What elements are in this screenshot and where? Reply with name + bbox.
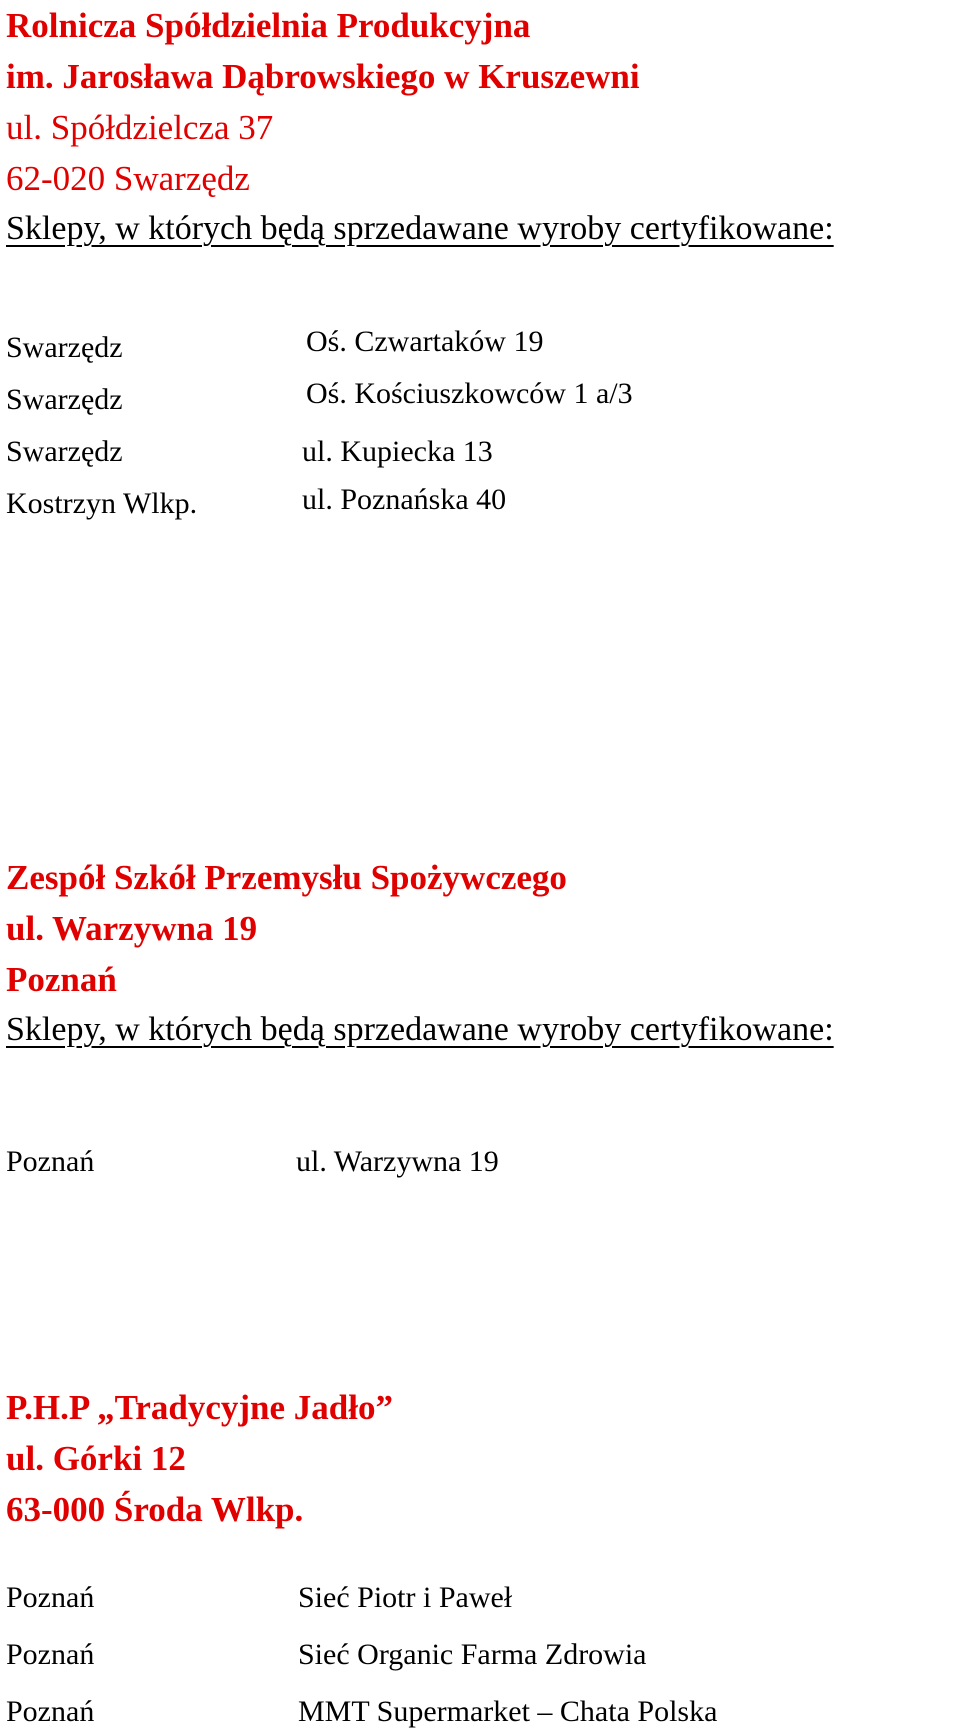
shop-address: ul. Poznańska 40 <box>302 483 507 516</box>
org-name: Zespół Szkół Przemysłu Spożywczego <box>6 858 567 897</box>
shops-caption: Sklepy, w których będą sprzedawane wyroby certyfikowane: <box>6 210 834 247</box>
shop-address: ul. Warzywna 19 <box>296 1145 499 1178</box>
section-php-tradycyjne-jadlo <box>6 1382 956 1535</box>
org-name: Rolnicza Spółdzielnia Produkcyjna <box>6 6 531 45</box>
org-street: ul. Górki 12 <box>6 1439 186 1478</box>
org-name: P.H.P „Tradycyjne Jadło” <box>6 1388 393 1427</box>
shops-caption: Sklepy, w których będą sprzedawane wyroby certyfikowane: <box>6 1011 834 1048</box>
shop-address: MMT Supermarket – Chata Polska <box>298 1695 718 1728</box>
org-postal-city: 63-000 Środa Wlkp. <box>6 1490 304 1529</box>
shop-city: Poznań <box>6 1638 95 1671</box>
shop-address: Oś. Kościuszkowców 1 a/3 <box>306 377 633 410</box>
shop-city: Poznań <box>6 1695 95 1728</box>
section-rsp-kruszewnia <box>6 0 956 254</box>
shop-address: ul. Kupiecka 13 <box>302 435 493 468</box>
org-name-line2: im. Jarosława Dąbrowskiego w Kruszewni <box>6 57 640 96</box>
org-city: Poznań <box>6 960 117 999</box>
shop-city: Swarzędz <box>6 383 123 416</box>
shop-city: Swarzędz <box>6 331 123 364</box>
shop-address: Oś. Czwartaków 19 <box>306 325 544 358</box>
shop-address: Sieć Piotr i Paweł <box>298 1581 513 1614</box>
shop-address: Sieć Organic Farma Zdrowia <box>298 1638 647 1671</box>
shop-city: Poznań <box>6 1581 95 1614</box>
org-street: ul. Warzywna 19 <box>6 909 258 948</box>
section-zsps-poznan <box>6 852 956 1055</box>
org-postal-city: 62-020 Swarzędz <box>6 159 250 198</box>
shop-city: Kostrzyn Wlkp. <box>6 487 198 520</box>
org-street: ul. Spółdzielcza 37 <box>6 108 274 147</box>
shop-city: Poznań <box>6 1145 95 1178</box>
shop-city: Swarzędz <box>6 435 123 468</box>
